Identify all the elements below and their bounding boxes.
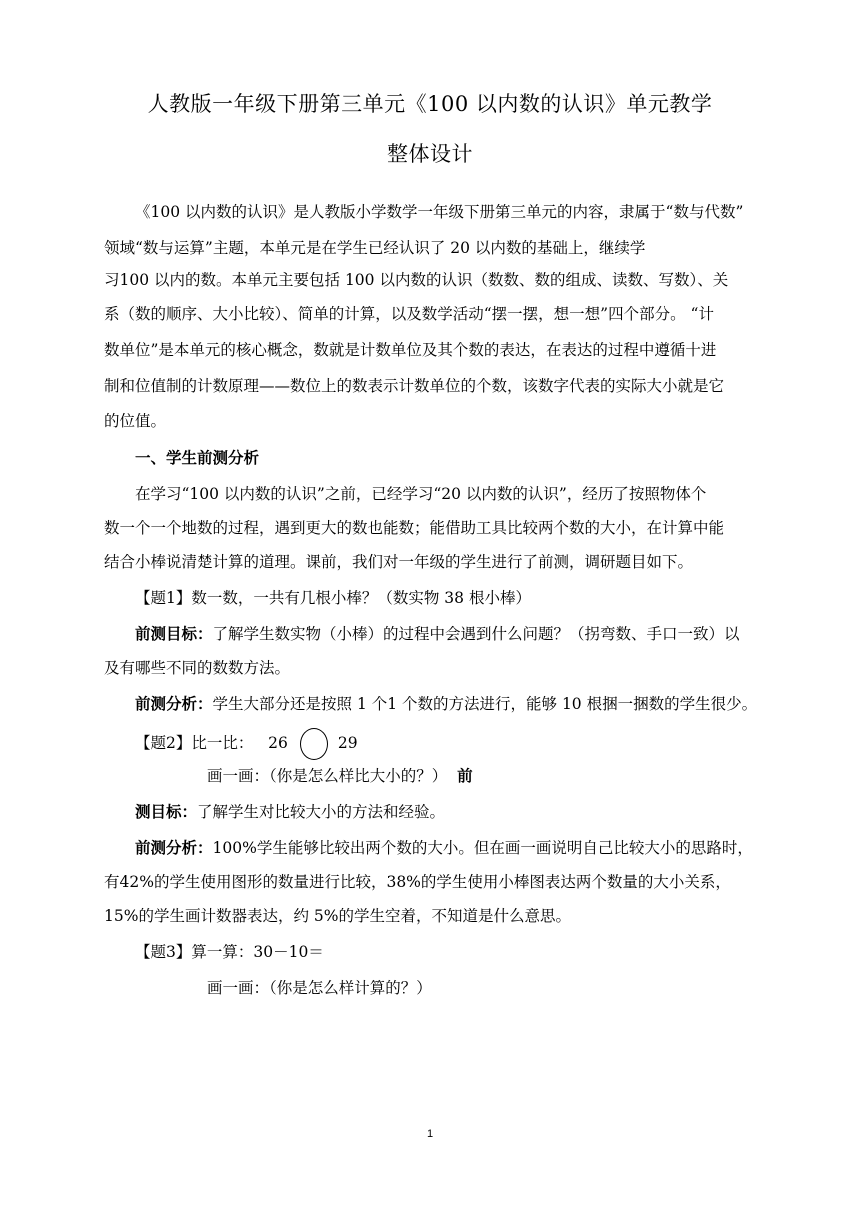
question-2-compare	[135, 728, 825, 760]
question-1-goal-cont: 及有哪些不同的数数方法。	[104, 659, 291, 677]
document-title-line1: 人教版一年级下册第三单元《100 以内数的认识》单元教学	[147, 92, 713, 116]
intro-line: 数单位”是本单元的核心概念，数就是计数单位及其个数的表达，在表达的过程中遵循十进	[104, 341, 717, 359]
analysis-text: 100%学生能够比较出两个数的大小。但在画一画说明自己比较大小的思路时，	[212, 839, 753, 857]
analysis-text: 学生大部分还是按照 1 个1 个数的方法进行，能够 10 根捆一捆数的学生很少。	[212, 695, 758, 713]
intro-line: 领域“数与运算”主题，本单元是在学生已经认识了 20 以内数的基础上，继续学	[104, 239, 646, 257]
question-2-goal	[135, 800, 825, 822]
question-2-label: 【题2】比一比：	[135, 734, 254, 752]
question-3-draw: 画一画：（你是怎么样计算的？）	[207, 979, 432, 997]
document-title-line2: 整体设计	[387, 142, 473, 166]
compare-circle-blank	[300, 728, 328, 760]
section-heading: 一、学生前测分析	[135, 448, 260, 467]
question-2-analysis-cont: 15%的学生画计数器表达，约 5%的学生空着，不知道是什么意思。	[104, 907, 571, 925]
section-paragraph-line: 数一个一个地数的过程，遇到更大的数也能数；能借助工具比较两个数的大小，在计算中能	[104, 519, 725, 537]
intro-line: 习100 以内的数。本单元主要包括 100 以内数的认识（数数、数的组成、读数、写数）、关	[104, 271, 729, 289]
goal-label: 前测目标：	[135, 624, 213, 643]
question-1-label: 【题1】数一数，一共有几根小棒？（数实物 38 根小棒）	[135, 589, 531, 607]
compare-number-a: 26	[268, 734, 288, 752]
question-1-analysis	[135, 692, 825, 714]
draw-prompt: 画一画：（你是怎么样比大小的？）	[207, 767, 448, 785]
question-1-goal	[135, 622, 825, 644]
goal-text: 了解学生数实物（小棒）的过程中会遇到什么问题？（拐弯数、手口一致）以	[212, 625, 740, 643]
draw-trailing-text: 前	[457, 766, 473, 785]
intro-line: 的位值。	[104, 412, 167, 430]
question-2-analysis-cont: 有42%的学生使用图形的数量进行比较，38%的学生使用小棒图表达两个数量的大小关系，	[104, 873, 731, 891]
compare-number-b: 29	[337, 734, 358, 752]
page-number: 1	[426, 1128, 434, 1140]
analysis-label: 前测分析：	[135, 694, 213, 713]
question-2-draw	[207, 764, 860, 786]
section-paragraph-line: 在学习“100 以内数的认识”之前，已经学习“20 以内数的认识”，经历了按照物体个	[135, 485, 707, 503]
intro-line: 制和位值制的计数原理——数位上的数表示计数单位的个数，该数字代表的实际大小就是它	[104, 377, 725, 395]
goal-text: 了解学生对比较大小的方法和经验。	[197, 803, 446, 821]
question-2-analysis	[135, 836, 825, 858]
intro-line: 《100 以内数的认识》是人教版小学数学一年级下册第三单元的内容，隶属于“数与代数”	[135, 203, 744, 221]
question-3-label: 【题3】算一算：30－10＝	[135, 943, 324, 961]
intro-line: 系（数的顺序、大小比较）、简单的计算，以及数学活动“摆一摆，想一想”四个部分。 “计	[104, 305, 714, 323]
analysis-label: 前测分析：	[135, 838, 213, 857]
section-paragraph-line: 结合小棒说清楚计算的道理。课前，我们对一年级的学生进行了前测，调研题目如下。	[104, 553, 694, 571]
goal-label: 测目标：	[135, 802, 198, 821]
